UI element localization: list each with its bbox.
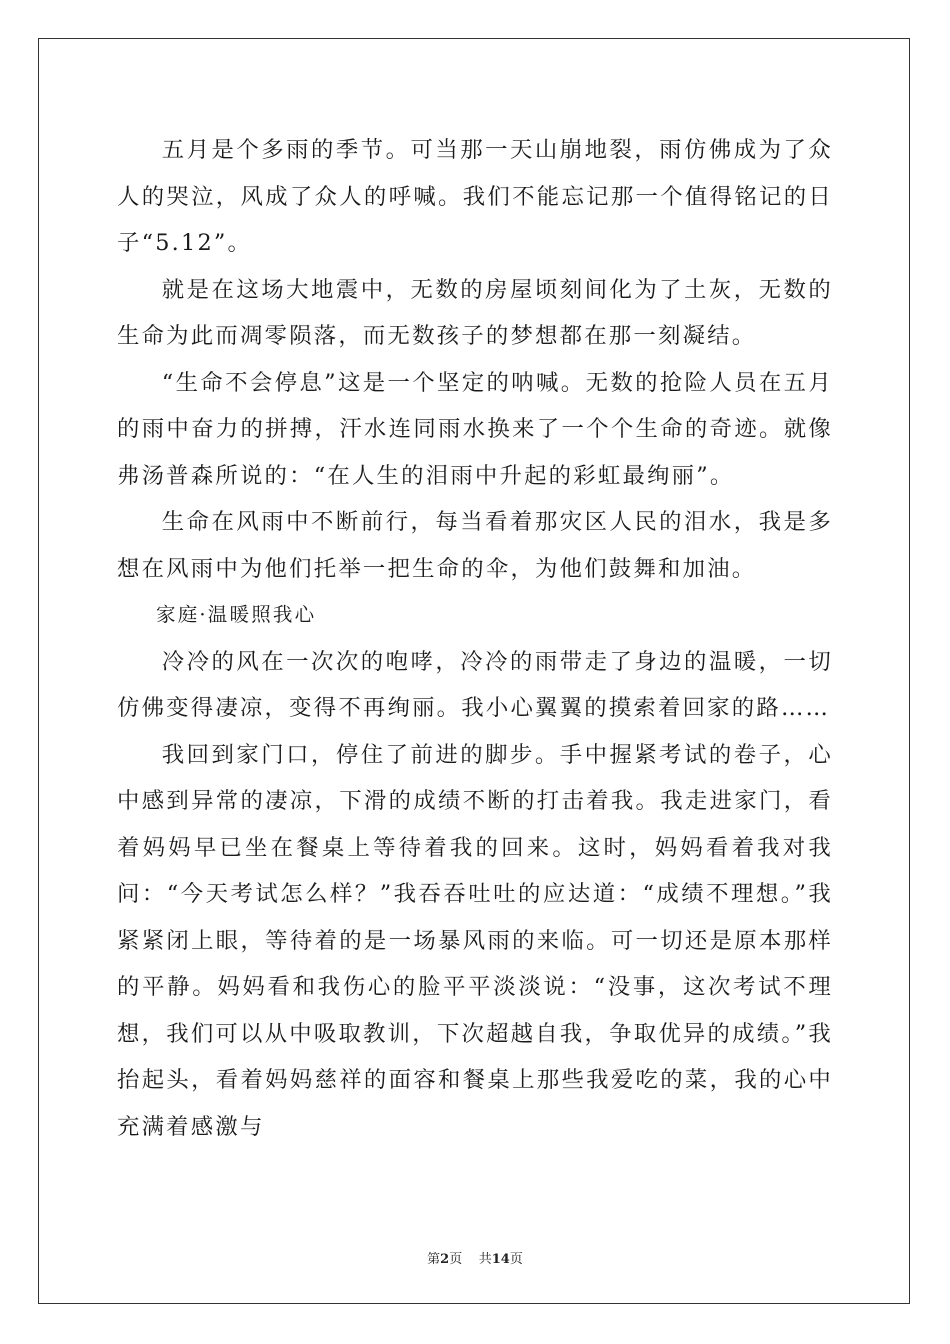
total-pages: 14 <box>491 1252 510 1267</box>
page-number: 2 <box>440 1252 450 1267</box>
total-prefix: 共 <box>478 1252 492 1267</box>
paragraph: 冷冷的风在一次次的咆哮，冷冷的雨带走了身边的温暖，一切仿佛变得凄凉，变得不再绚丽。我小心翼翼的摸索着回家的路…… <box>117 648 833 721</box>
page-footer <box>0 1248 950 1267</box>
total-suffix: 页 <box>509 1252 523 1267</box>
paragraph: 五月是个多雨的季节。可当那一天山崩地裂，雨仿佛成为了众人的哭泣，风成了众人的呼喊。我们不能忘记那一个值得铭记的日子“5.12”。 <box>117 137 833 256</box>
page-prefix: 第 <box>427 1252 441 1267</box>
section-heading: 家庭·温暖照我心 <box>156 603 317 626</box>
document-body <box>117 127 833 1150</box>
paragraph: 我回到家门口，停住了前进的脚步。手中握紧考试的卷子，心中感到异常的凄凉，下滑的成绩不断的打击着我。我走进家门，看着妈妈早已坐在餐桌上等待着我的回来。这时，妈妈看着我对我问：“今天考试怎么样？”我吞吞吐吐的应达道：“成绩不理想。”我紧紧闭上眼，等待着的是一场暴风雨的来临。可一切还是原本那样的平静。妈妈看和我伤心的脸平平淡淡说：“没事，这次考试不理想，我们可以从中吸取教训，下次超越自我，争取优异的成绩。”我抬起头，看着妈妈慈祥的面容和餐桌上那些我爱吃的菜，我的心中充满着感激与 <box>117 741 833 1140</box>
paragraph: 就是在这场大地震中，无数的房屋顷刻间化为了土灰，无数的生命为此而凋零陨落，而无数孩子的梦想都在那一刻凝结。 <box>117 276 833 349</box>
paragraph: “生命不会停息”这是一个坚定的呐喊。无数的抢险人员在五月的雨中奋力的拼搏，汗水连同雨水换来了一个个生命的奇迹。就像弗汤普森所说的：“在人生的泪雨中升起的彩虹最绚丽”。 <box>117 369 833 489</box>
page-suffix: 页 <box>449 1252 463 1267</box>
paragraph: 生命在风雨中不断前行，每当看着那灾区人民的泪水，我是多想在风雨中为他们托举一把生命的伞，为他们鼓舞和加油。 <box>117 509 833 582</box>
